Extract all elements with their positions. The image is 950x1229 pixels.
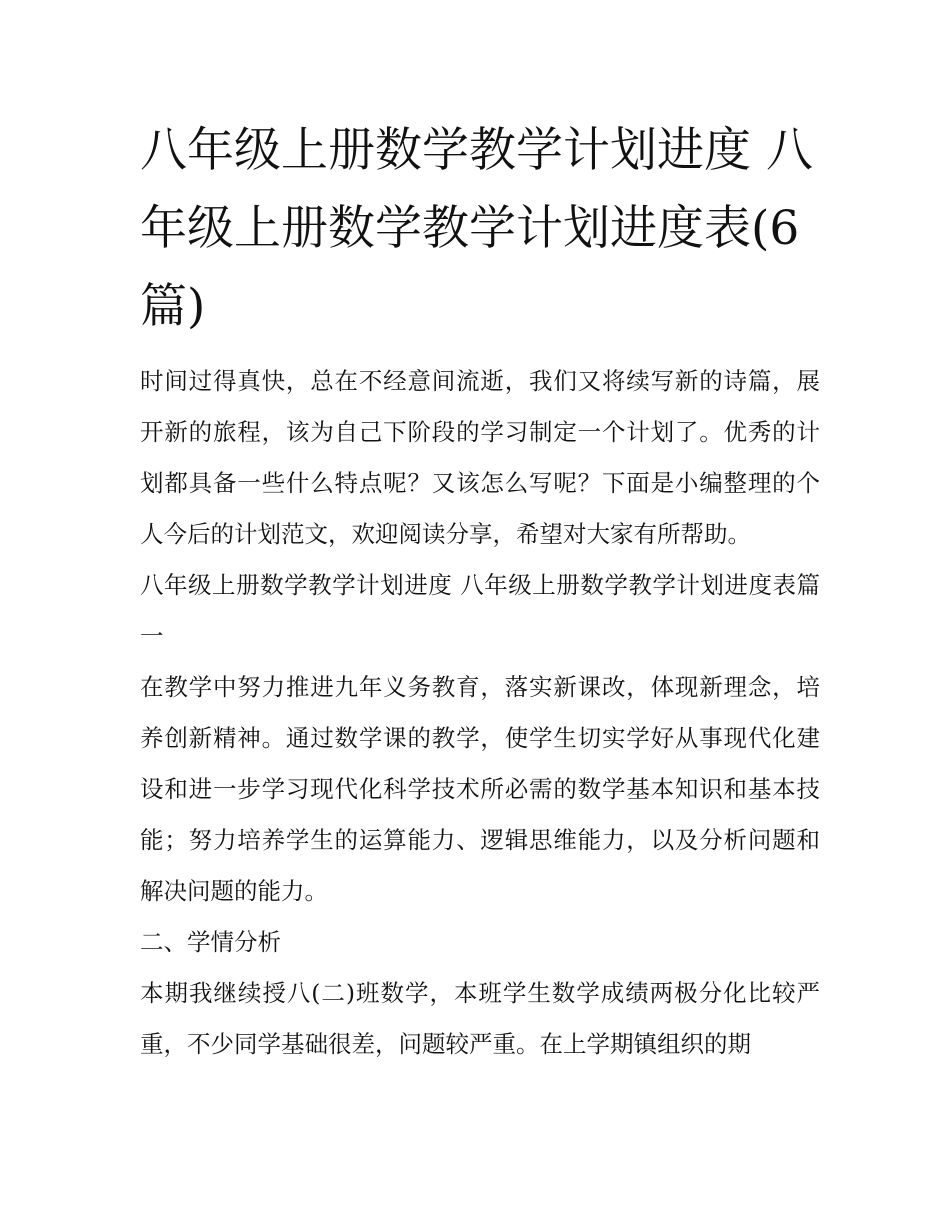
teaching-goal-paragraph: 在教学中努力推进九年义务教育，落实新课改，体现新理念，培养创新精神。通过数学课的教学，使学生切实学好从事现代化建设和进一步学习现代化科学技术所必需的数学基本知识和基本技能；努力培养学生的运算能力、逻辑思维能力，以及分析问题和解决问题的能力。: [140, 673, 820, 905]
student-analysis-paragraph: 本期我继续授八(二)班数学，本班学生数学成绩两极分化比较严重，不少同学基础很差，问题较严重。在上学期镇组织的期: [140, 979, 820, 1058]
document-page: [140, 112, 820, 1070]
document-title: 八年级上册数学教学计划进度 八年级上册数学教学计划进度表(6篇): [140, 123, 813, 334]
section-heading-1: 八年级上册数学教学计划进度 八年级上册数学教学计划进度表篇一: [140, 571, 820, 650]
intro-paragraph: 时间过得真快，总在不经意间流逝，我们又将续写新的诗篇，展开新的旅程，该为自己下阶段的学习制定一个计划了。优秀的计划都具备一些什么特点呢？又该怎么写呢？下面是小编整理的个人今后的计划范文，欢迎阅读分享，希望对大家有所帮助。: [140, 367, 820, 548]
section-heading-2: 二、学情分析: [140, 928, 281, 956]
